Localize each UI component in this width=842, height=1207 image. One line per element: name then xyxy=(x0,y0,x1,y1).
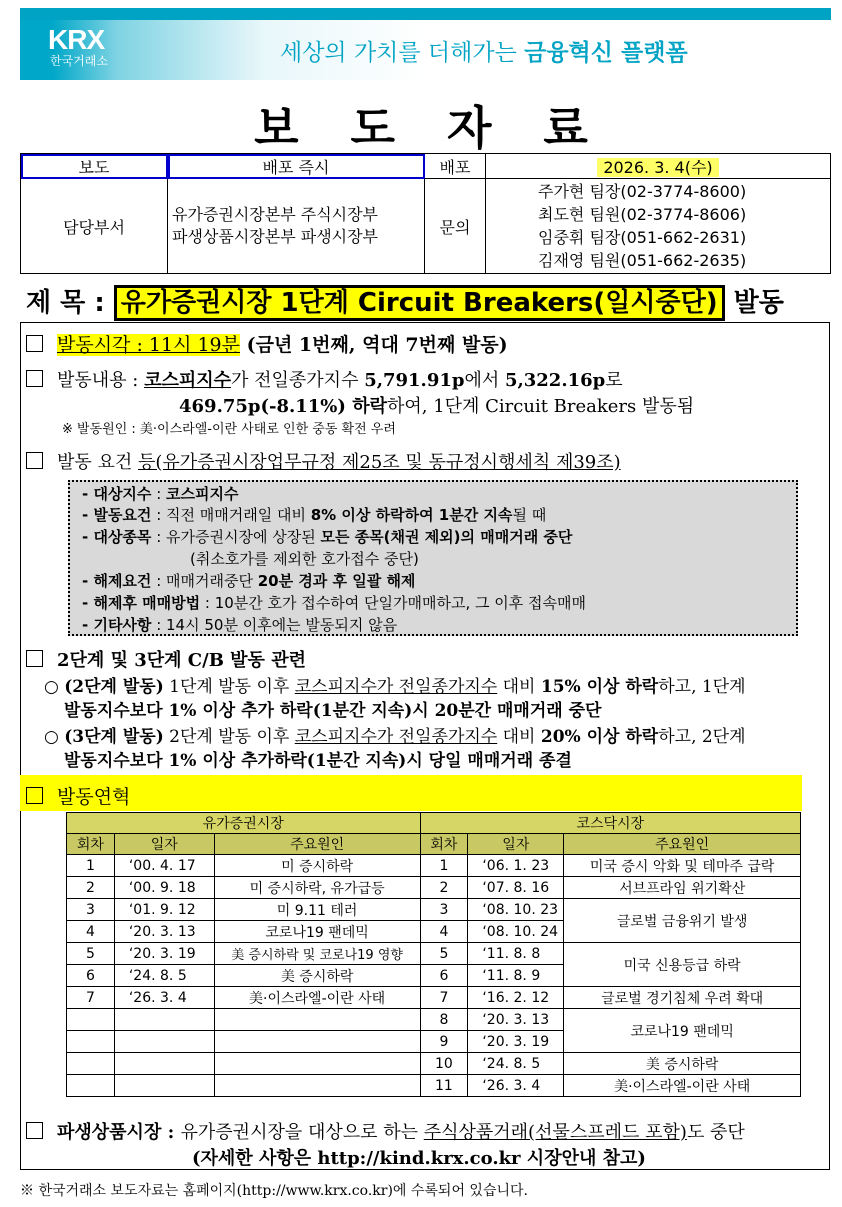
header-top-bar xyxy=(20,8,831,20)
stage2-text: 코스피지수가 전일종가지수 xyxy=(294,677,498,697)
kosdaq-cause: 서브프라임 위기확산 xyxy=(564,877,801,899)
col-no: 회차 xyxy=(420,834,468,855)
req-value: : 매매거래중단 xyxy=(151,572,258,590)
req-key: - 해제요건 xyxy=(82,572,152,590)
stage3-line-1: ○ (3단계 발동) 2단계 발동 이후 코스피지수가 전일종가지수 대비 20% 이상 하락하고, 2단계 xyxy=(44,727,746,747)
kosdaq-no: 8 xyxy=(420,1009,468,1031)
dept-2: 파생상품시장본부 파생시장부 xyxy=(172,227,379,246)
kosdaq-date: ‘11. 8. 8 xyxy=(468,943,564,965)
slogan xyxy=(280,34,688,67)
requirement-heading xyxy=(26,448,621,474)
kospi-cause: 美 증시하락 xyxy=(214,965,420,987)
content-text: 가 전일종가지수 xyxy=(231,370,365,391)
current-index: 5,322.16p xyxy=(504,370,606,391)
stage3-text: 대비 xyxy=(497,727,541,747)
kosdaq-date: ‘08. 10. 24 xyxy=(468,921,564,943)
slogan-prefix: 세상의 가치를 더해가는 xyxy=(280,40,525,66)
empty-cell xyxy=(67,1075,115,1097)
contact-label: 문의 xyxy=(425,179,486,274)
kospi-no: 2 xyxy=(67,877,115,899)
req-item xyxy=(190,548,419,569)
req-key: - 기타사항 xyxy=(82,616,152,634)
requirement-note: 등(유가증권시장업무규정 제25조 및 동규정시행세칙 제39조) xyxy=(138,452,621,473)
checkbox-icon xyxy=(26,1122,43,1139)
release-label: 배포 즉시 xyxy=(168,154,425,179)
requirement-label: 발동 요건 xyxy=(57,452,138,473)
kosdaq-date: ‘20. 3. 19 xyxy=(468,1031,564,1053)
empty-cell xyxy=(67,1031,115,1053)
prev-close: 5,791.91p xyxy=(364,370,465,391)
requirement-box xyxy=(68,480,798,636)
kosdaq-no: 10 xyxy=(420,1053,468,1075)
kosdaq-no: 6 xyxy=(420,965,468,987)
dept-1: 유가증권시장본부 주식시장부 xyxy=(172,205,379,224)
empty-cell xyxy=(67,1053,115,1075)
req-item xyxy=(82,614,397,635)
stage3-bold: 시 당일 매매거래 종결 xyxy=(406,751,572,771)
page-title: 보도자료 xyxy=(254,101,640,155)
contact-2: 최도현 팀원(02-3774-8606) xyxy=(538,205,747,224)
req-bold: 20분 경과 후 일괄 해제 xyxy=(257,572,416,590)
trigger-cause: ※ 발동원인 : 美·이스라엘-이란 사태로 인한 중동 확전 우려 xyxy=(62,422,396,437)
kospi-cause: 미 증시하락, 유가급등 xyxy=(214,877,420,899)
req-item xyxy=(82,570,415,591)
stage2-text: 하고, 1단계 xyxy=(658,677,746,697)
kospi-cause: 美 증시하락 및 코로나19 영향 xyxy=(214,943,420,965)
req-rest: 될 때 xyxy=(512,506,547,524)
req-key: - 발동요건 xyxy=(82,506,152,524)
req-item xyxy=(82,526,572,547)
derivatives-label: 파생상품시장 : xyxy=(57,1122,181,1143)
kosdaq-date: ‘20. 3. 13 xyxy=(468,1009,564,1031)
checkbox-icon xyxy=(26,370,43,387)
derivatives-line-2: (자세한 사항은 http://kind.krx.co.kr 시장안내 참고) xyxy=(192,1148,646,1169)
kosdaq-no: 2 xyxy=(420,877,468,899)
history-label: 발동연혁 xyxy=(57,786,131,808)
report-label: 보도 xyxy=(21,154,168,179)
kosdaq-date: ‘11. 8. 9 xyxy=(468,965,564,987)
release-date: 2026. 3. 4(수) xyxy=(597,158,718,177)
checkbox-icon xyxy=(26,335,43,352)
kospi-date: ‘24. 8. 5 xyxy=(114,965,214,987)
empty-cell xyxy=(114,1053,214,1075)
checkbox-icon xyxy=(26,650,43,667)
table-row xyxy=(67,855,801,877)
table-row xyxy=(67,1053,801,1075)
kosdaq-no: 7 xyxy=(420,987,468,1009)
req-value: : xyxy=(151,485,167,503)
derivatives-line-1 xyxy=(26,1118,745,1144)
empty-cell xyxy=(214,1075,420,1097)
kosdaq-cause: 미국 신용등급 하락 xyxy=(564,943,801,987)
kosdaq-date: ‘16. 2. 12 xyxy=(468,987,564,1009)
checkbox-icon xyxy=(26,787,43,804)
kospi-cause: 미 9.11 테러 xyxy=(214,899,420,921)
kospi-date: ‘00. 9. 18 xyxy=(114,877,214,899)
kosdaq-cause: 글로벌 금융위기 발생 xyxy=(564,899,801,943)
kosdaq-date: ‘26. 3. 4 xyxy=(468,1075,564,1097)
empty-cell xyxy=(114,1031,214,1053)
footnote: ※ 한국거래소 보도자료는 홈페이지(http://www.krx.co.kr)에 수록되어 있습니다. xyxy=(20,1183,528,1199)
stage2-line-1: ○ (2단계 발동) 1단계 발동 이후 코스피지수가 전일종가지수 대비 15% 이상 하락하고, 1단계 xyxy=(44,677,746,697)
derivatives-text: 유가증권시장을 대상으로 하는 xyxy=(180,1122,424,1143)
req-key: - 대상지수 xyxy=(82,485,152,503)
release-date-cell xyxy=(486,154,831,179)
info-table xyxy=(20,153,831,274)
contact-cell xyxy=(486,179,831,274)
kospi-no: 3 xyxy=(67,899,115,921)
table-row xyxy=(67,1075,801,1097)
empty-cell xyxy=(67,1009,115,1031)
empty-cell xyxy=(214,1053,420,1075)
kosdaq-cause: 美·이스라엘-이란 사태 xyxy=(564,1075,801,1097)
stage3-threshold: 20% 이상 하락 xyxy=(540,727,659,747)
kosdaq-date: ‘24. 8. 5 xyxy=(468,1053,564,1075)
req-value: (취소호가를 제외한 호가접수 중단) xyxy=(190,550,419,568)
stage2-bold: 시 20분간 매매거래 중단 xyxy=(412,701,602,721)
dept-cell xyxy=(168,179,425,274)
kospi-no: 6 xyxy=(67,965,115,987)
stage2-text: 1단계 발동 이후 xyxy=(163,677,295,697)
stage3-text: 2단계 발동 이후 xyxy=(163,727,295,747)
trigger-time-note: (금년 1번째, 역대 7번째 발동) xyxy=(240,334,508,356)
stage2-bold: 발동지수보다 1% 이상 추가 하락(1분간 지속) xyxy=(64,701,413,721)
req-bold: 8% 이상 하락하여 1분간 지속 xyxy=(310,506,513,524)
subject-boxed: 유가증권시장 1단계 Circuit Breakers(일시중단) xyxy=(114,285,725,321)
kospi-no: 4 xyxy=(67,921,115,943)
req-item xyxy=(82,592,586,613)
kospi-date: ‘00. 4. 17 xyxy=(114,855,214,877)
kospi-title: 유가증권시장 xyxy=(67,813,421,834)
content-label: 발동내용 : xyxy=(57,370,145,391)
kospi-no: 1 xyxy=(67,855,115,877)
distribute-label: 배포 xyxy=(425,154,486,179)
table-row xyxy=(67,943,801,965)
kosdaq-cause: 美 증시하락 xyxy=(564,1053,801,1075)
content-text: 하여, 1단계 Circuit Breakers 발동됨 xyxy=(386,396,695,417)
table-row xyxy=(67,987,801,1009)
krx-logo xyxy=(48,26,108,68)
kosdaq-no: 1 xyxy=(420,855,468,877)
history-table xyxy=(66,812,801,1097)
req-item xyxy=(82,483,238,504)
table-row xyxy=(67,877,801,899)
empty-cell xyxy=(114,1075,214,1097)
empty-cell xyxy=(214,1009,420,1031)
kospi-no: 7 xyxy=(67,987,115,1009)
kosdaq-no: 3 xyxy=(420,899,468,921)
kosdaq-title: 코스닥시장 xyxy=(420,813,801,834)
col-no: 회차 xyxy=(67,834,115,855)
stage3-text: 하고, 2단계 xyxy=(658,727,746,747)
kospi-date: ‘20. 3. 13 xyxy=(114,921,214,943)
kospi-cause: 코로나19 팬데믹 xyxy=(214,921,420,943)
slogan-bold: 금융혁신 플랫폼 xyxy=(524,40,688,66)
req-value: : 14시 50분 이후에는 발동되지 않음 xyxy=(151,616,398,634)
stage2-text: 대비 xyxy=(497,677,541,697)
kosdaq-no: 5 xyxy=(420,943,468,965)
kosdaq-date: ‘06. 1. 23 xyxy=(468,855,564,877)
logo-subtext: 한국거래소 xyxy=(50,54,108,68)
kosdaq-cause: 미국 증시 악화 및 테마주 급락 xyxy=(564,855,801,877)
kosdaq-no: 11 xyxy=(420,1075,468,1097)
req-value: : 직전 매매거래일 대비 xyxy=(151,506,311,524)
trigger-content-line-2 xyxy=(179,392,694,418)
stage3-label: (3단계 발동) xyxy=(64,727,164,747)
trigger-time-line xyxy=(26,330,508,357)
stage2-line-2 xyxy=(64,696,601,721)
table-row xyxy=(67,899,801,921)
kospi-cause: 美·이스라엘-이란 사태 xyxy=(214,987,420,1009)
kospi-date: ‘20. 3. 19 xyxy=(114,943,214,965)
req-value: : 10분간 호가 접수하여 단일가매매하고, 그 이후 접속매매 xyxy=(200,594,586,612)
stage-label: 2단계 및 3단계 C/B 발동 관련 xyxy=(57,650,306,671)
req-key: - 대상종목 xyxy=(82,528,152,546)
content-text: 로 xyxy=(605,370,623,391)
stage3-bold: 발동지수보다 1% 이상 추가하락(1분간 지속) xyxy=(64,751,407,771)
kospi-date: ‘01. 9. 12 xyxy=(114,899,214,921)
contact-1: 주가현 팀장(02-3774-8600) xyxy=(538,182,747,201)
kosdaq-date: ‘07. 8. 16 xyxy=(468,877,564,899)
stage2-label: (2단계 발동) xyxy=(64,677,164,697)
kosdaq-cause: 코로나19 팬데믹 xyxy=(564,1009,801,1053)
trigger-time: 발동시각 : 11시 19분 xyxy=(57,334,240,356)
stage-heading xyxy=(26,646,306,672)
empty-cell xyxy=(114,1009,214,1031)
derivatives-text: 도 중단 xyxy=(686,1122,745,1143)
logo-text: KRX xyxy=(48,24,105,55)
content-index: 코스피지수 xyxy=(144,370,232,391)
kospi-no: 5 xyxy=(67,943,115,965)
col-cause: 주요원인 xyxy=(564,834,801,855)
decline-amount: 469.75p(-8.11%) 하락 xyxy=(179,396,387,417)
col-cause: 주요원인 xyxy=(214,834,420,855)
req-key: - 해제후 매매방법 xyxy=(82,594,201,612)
subject-suffix: 발동 xyxy=(724,288,784,318)
contact-4: 김재영 팀원(051-662-2635) xyxy=(538,251,747,270)
col-date: 일자 xyxy=(468,834,564,855)
kosdaq-date: ‘08. 10. 23 xyxy=(468,899,564,921)
subject-line xyxy=(26,282,784,319)
kosdaq-cause: 글로벌 경기침체 우려 확대 xyxy=(564,987,801,1009)
history-heading xyxy=(26,782,130,809)
kospi-cause: 미 증시하락 xyxy=(214,855,420,877)
trigger-content-line-1 xyxy=(26,366,623,392)
checkbox-icon xyxy=(26,452,43,469)
contact-3: 임중휘 팀장(051-662-2631) xyxy=(538,228,747,247)
stage3-line-2 xyxy=(64,746,572,771)
req-bold: 코스피지수 xyxy=(166,485,239,503)
empty-cell xyxy=(214,1031,420,1053)
kospi-date: ‘26. 3. 4 xyxy=(114,987,214,1009)
dept-label: 담당부서 xyxy=(21,179,168,274)
derivatives-underlined: 주식상품거래(선물스프레드 포함) xyxy=(423,1122,687,1143)
stage3-text: 코스피지수가 전일종가지수 xyxy=(294,727,498,747)
kosdaq-no: 4 xyxy=(420,921,468,943)
col-date: 일자 xyxy=(114,834,214,855)
req-value: : 유가증권시장에 상장된 xyxy=(151,528,321,546)
stage2-threshold: 15% 이상 하락 xyxy=(540,677,659,697)
req-bold: 모든 종목(채권 제외)의 매매거래 중단 xyxy=(320,528,573,546)
subject-prefix: 제 목 : xyxy=(26,288,114,318)
req-item xyxy=(82,504,546,525)
table-row xyxy=(67,1009,801,1031)
content-text: 에서 xyxy=(464,370,505,391)
kosdaq-no: 9 xyxy=(420,1031,468,1053)
history-band xyxy=(20,775,802,811)
